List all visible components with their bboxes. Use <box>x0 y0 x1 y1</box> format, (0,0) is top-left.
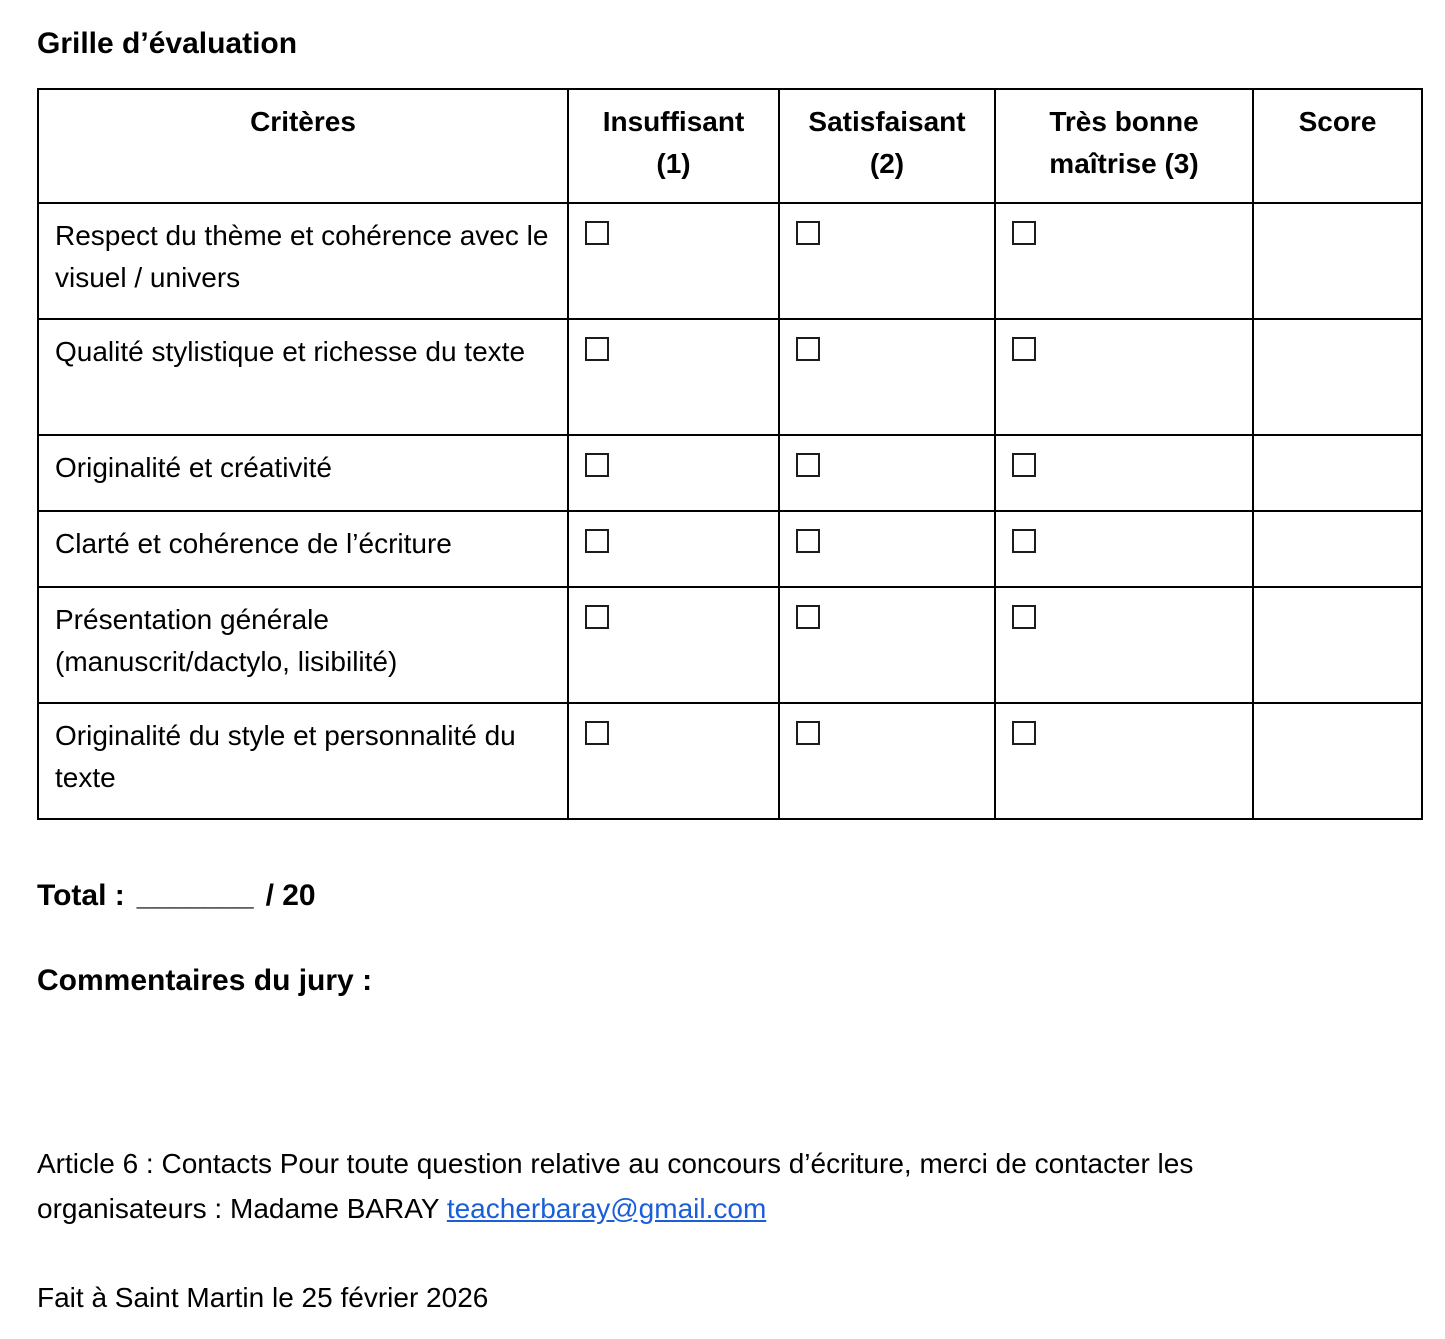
checkbox-r3-tres-bonne-icon[interactable] <box>1012 453 1036 477</box>
score-cell <box>1253 511 1422 587</box>
checkbox-r6-insuffisant-icon[interactable] <box>585 721 609 745</box>
contact-email-link[interactable]: teacherbaray@gmail.com <box>446 1192 767 1224</box>
criterion-label: Qualité stylistique et richesse du texte <box>38 319 568 435</box>
table-row <box>38 203 1422 319</box>
page-title: Grille d’évaluation <box>37 27 298 60</box>
checkbox-r1-satisfaisant-icon[interactable] <box>796 221 820 245</box>
col-header-score: Score <box>1253 89 1422 203</box>
table-row <box>38 319 1422 435</box>
table-row <box>38 703 1422 819</box>
col-header-tres-bonne-maitrise: Très bonne maîtrise (3) <box>995 89 1253 203</box>
article6-contact-paragraph <box>37 1142 1272 1232</box>
rating-cell <box>995 203 1253 319</box>
rating-cell <box>779 203 995 319</box>
checkbox-r6-satisfaisant-icon[interactable] <box>796 721 820 745</box>
table-header-row <box>38 89 1422 203</box>
criterion-label: Respect du thème et cohérence avec le visuel / univers <box>38 203 568 319</box>
checkbox-r4-satisfaisant-icon[interactable] <box>796 529 820 553</box>
rating-cell <box>568 203 779 319</box>
checkbox-r4-tres-bonne-icon[interactable] <box>1012 529 1036 553</box>
criterion-label: Originalité et créativité <box>38 435 568 511</box>
score-cell <box>1253 587 1422 703</box>
checkbox-r2-tres-bonne-icon[interactable] <box>1012 337 1036 361</box>
total-label: Total : <box>37 879 125 912</box>
rating-cell <box>779 703 995 819</box>
table-row <box>38 587 1422 703</box>
rating-cell <box>568 511 779 587</box>
rating-cell <box>779 511 995 587</box>
criterion-label: Originalité du style et personnalité du texte <box>38 703 568 819</box>
score-cell <box>1253 203 1422 319</box>
rating-cell <box>995 511 1253 587</box>
checkbox-r5-tres-bonne-icon[interactable] <box>1012 605 1036 629</box>
rating-cell <box>995 703 1253 819</box>
checkbox-r3-satisfaisant-icon[interactable] <box>796 453 820 477</box>
col-header-criteres: Critères <box>38 89 568 203</box>
col-header-satisfaisant: Satisfaisant (2) <box>779 89 995 203</box>
checkbox-r4-insuffisant-icon[interactable] <box>585 529 609 553</box>
checkbox-r6-tres-bonne-icon[interactable] <box>1012 721 1036 745</box>
rating-cell <box>568 435 779 511</box>
jury-comments-heading: Commentaires du jury : <box>37 964 373 997</box>
rating-cell <box>568 587 779 703</box>
checkbox-r3-insuffisant-icon[interactable] <box>585 453 609 477</box>
table-row <box>38 435 1422 511</box>
rating-cell <box>779 435 995 511</box>
rating-cell <box>995 319 1253 435</box>
closing-date-line: Fait à Saint Martin le 25 février 2026 <box>37 1281 489 1313</box>
rating-cell <box>779 319 995 435</box>
table-row <box>38 511 1422 587</box>
rating-cell <box>568 319 779 435</box>
rating-cell <box>568 703 779 819</box>
checkbox-r5-insuffisant-icon[interactable] <box>585 605 609 629</box>
rating-cell <box>779 587 995 703</box>
total-suffix: / 20 <box>265 879 316 912</box>
total-line <box>37 876 1421 915</box>
checkbox-r1-insuffisant-icon[interactable] <box>585 221 609 245</box>
rating-cell <box>995 435 1253 511</box>
checkbox-r1-tres-bonne-icon[interactable] <box>1012 221 1036 245</box>
evaluation-table <box>37 88 1423 820</box>
score-cell <box>1253 319 1422 435</box>
score-cell <box>1253 703 1422 819</box>
score-cell <box>1253 435 1422 511</box>
rating-cell <box>995 587 1253 703</box>
total-blank-line: _______ <box>136 879 254 912</box>
checkbox-r5-satisfaisant-icon[interactable] <box>796 605 820 629</box>
col-header-insuffisant: Insuffisant (1) <box>568 89 779 203</box>
checkbox-r2-satisfaisant-icon[interactable] <box>796 337 820 361</box>
article6-text: Article 6 : Contacts Pour toute question relative au concours d’écriture, merci de contacter les organisateurs : Madame BARAY <box>37 1148 1194 1224</box>
criterion-label: Présentation générale (manuscrit/dactylo, lisibilité) <box>38 587 568 703</box>
checkbox-r2-insuffisant-icon[interactable] <box>585 337 609 361</box>
criterion-label: Clarté et cohérence de l’écriture <box>38 511 568 587</box>
